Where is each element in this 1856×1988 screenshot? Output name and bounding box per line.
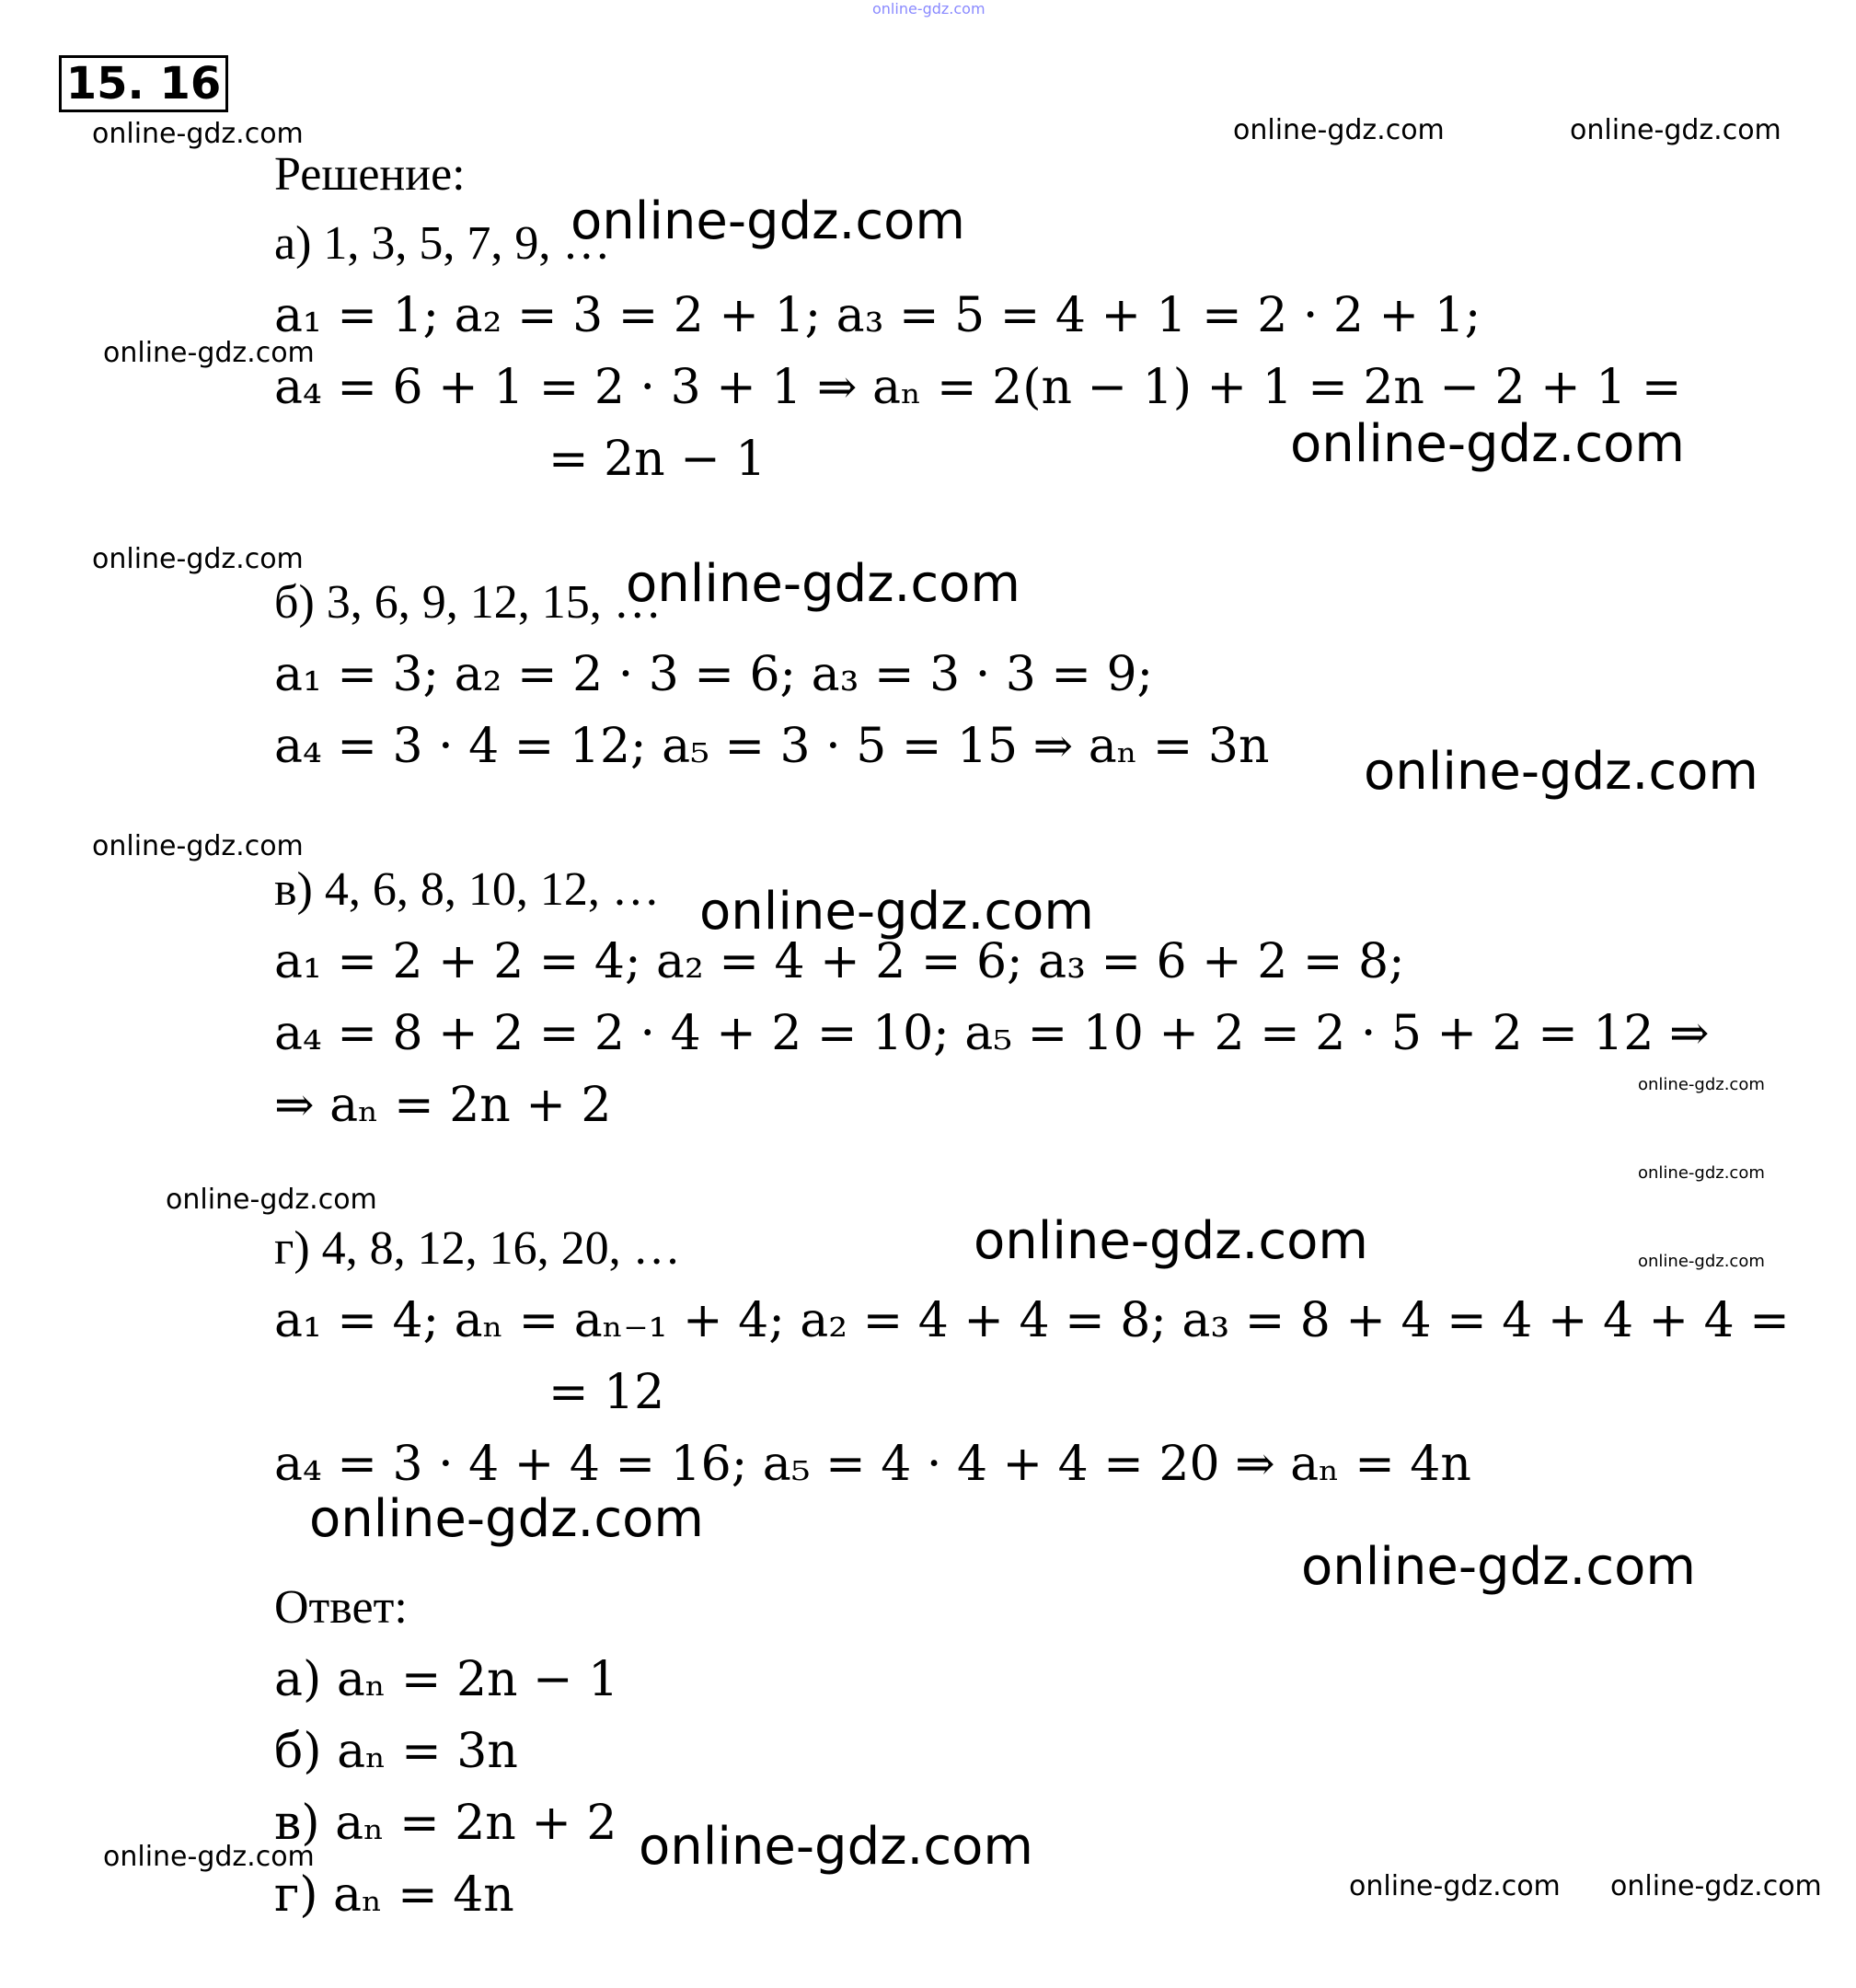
part-g-line-1: a₁ = 4; aₙ = aₙ₋₁ + 4; a₂ = 4 + 4 = 8; a₃ = 8 + 4 = 4 + 4 + 4 = bbox=[274, 1293, 1790, 1348]
answer-b: б) aₙ = 3n bbox=[274, 1724, 518, 1779]
answer-a: а) aₙ = 2n − 1 bbox=[274, 1652, 619, 1707]
watermark: online-gdz.com bbox=[571, 191, 965, 251]
watermark: online-gdz.com bbox=[699, 882, 1094, 942]
watermark: online-gdz.com bbox=[1364, 742, 1758, 802]
watermark: online-gdz.com bbox=[626, 554, 1020, 614]
part-g-line-2: = 12 bbox=[548, 1365, 665, 1420]
watermark: online-gdz.com bbox=[103, 337, 315, 369]
watermark: online-gdz.com bbox=[1233, 114, 1445, 146]
solution-heading: Решение: bbox=[274, 148, 466, 201]
part-a-line-2: a₄ = 6 + 1 = 2 · 3 + 1 ⇒ aₙ = 2(n − 1) + 1 = 2n − 2 + 1 = bbox=[274, 360, 1682, 415]
watermark: online-gdz.com bbox=[1638, 1075, 1765, 1094]
watermark: online-gdz.com bbox=[1610, 1870, 1822, 1902]
part-a-line-3: = 2n − 1 bbox=[548, 432, 767, 487]
part-b-condition: б) 3, 6, 9, 12, 15, … bbox=[274, 576, 662, 629]
watermark: online-gdz.com bbox=[1570, 114, 1781, 146]
watermark: online-gdz.com bbox=[309, 1489, 704, 1549]
answer-heading: Ответ: bbox=[274, 1581, 408, 1634]
watermark: online-gdz.com bbox=[1301, 1537, 1696, 1597]
problem-number: 15. 16 bbox=[59, 55, 228, 112]
watermark: online-gdz.com bbox=[974, 1211, 1368, 1271]
watermark: online-gdz.com bbox=[1638, 1252, 1765, 1271]
watermark: online-gdz.com bbox=[1349, 1870, 1561, 1902]
watermark: online-gdz.com bbox=[1638, 1163, 1765, 1183]
part-g-line-3: a₄ = 3 · 4 + 4 = 16; a₅ = 4 · 4 + 4 = 20 ⇒ aₙ = 4n bbox=[274, 1437, 1471, 1492]
watermark-top: online-gdz.com bbox=[872, 0, 986, 17]
watermark: online-gdz.com bbox=[166, 1184, 377, 1216]
watermark: online-gdz.com bbox=[92, 118, 304, 150]
part-g-condition: г) 4, 8, 12, 16, 20, … bbox=[274, 1222, 681, 1275]
answer-v: в) aₙ = 2n + 2 bbox=[274, 1796, 617, 1851]
watermark: online-gdz.com bbox=[92, 543, 304, 575]
part-b-line-1: a₁ = 3; a₂ = 2 · 3 = 6; a₃ = 3 · 3 = 9; bbox=[274, 647, 1154, 702]
watermark: online-gdz.com bbox=[1290, 414, 1685, 474]
part-a-line-1: a₁ = 1; a₂ = 3 = 2 + 1; a₃ = 5 = 4 + 1 = 2 · 2 + 1; bbox=[274, 288, 1481, 343]
part-v-line-2: a₄ = 8 + 2 = 2 · 4 + 2 = 10; a₅ = 10 + 2 = 2 · 5 + 2 = 12 ⇒ bbox=[274, 1006, 1710, 1061]
watermark: online-gdz.com bbox=[92, 830, 304, 862]
part-v-line-1: a₁ = 2 + 2 = 4; a₂ = 4 + 2 = 6; a₃ = 6 + 2 = 8; bbox=[274, 934, 1405, 989]
answer-g: г) aₙ = 4n bbox=[274, 1867, 514, 1923]
part-v-condition: в) 4, 6, 8, 10, 12, … bbox=[274, 863, 660, 916]
part-b-line-2: a₄ = 3 · 4 = 12; a₅ = 3 · 5 = 15 ⇒ aₙ = 3n bbox=[274, 719, 1270, 774]
watermark: online-gdz.com bbox=[639, 1817, 1033, 1877]
part-v-line-3: ⇒ aₙ = 2n + 2 bbox=[274, 1078, 612, 1133]
watermark: online-gdz.com bbox=[103, 1841, 315, 1873]
part-a-condition: а) 1, 3, 5, 7, 9, … bbox=[274, 217, 611, 270]
